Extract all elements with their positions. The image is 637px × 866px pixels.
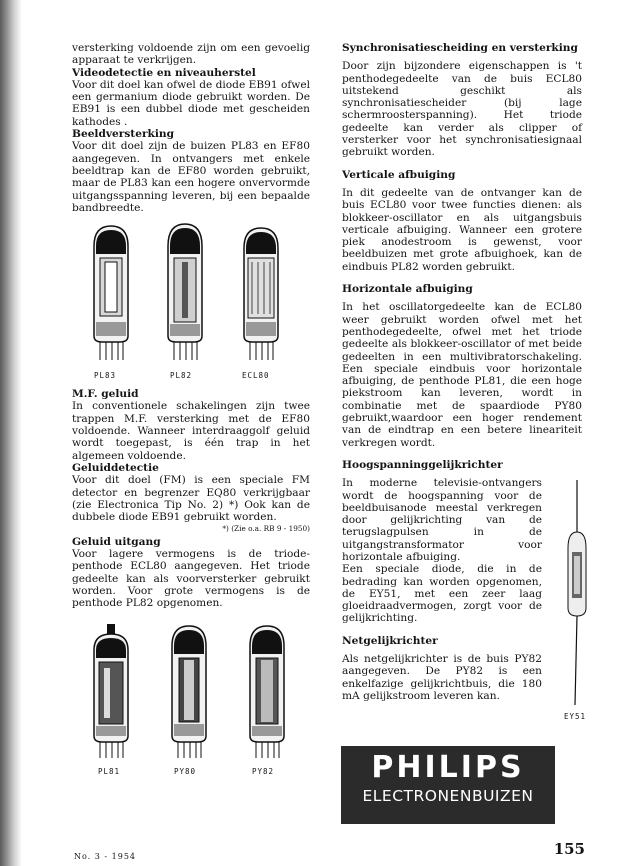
page-binding-shadow: [0, 0, 22, 866]
text-videodetectie: Voor dit doel kan ofwel de diode EB91 ofwel een germanium diode gebruikt worden. De EB91 is een dubbel diode met gescheiden kathodes .: [72, 78, 310, 128]
heading-beeldversterking: Beeldversterking: [72, 128, 174, 141]
tube-row-2: [72, 610, 310, 780]
heading-geluiddetectie: Geluiddetectie: [72, 461, 159, 474]
text-synchronisatie: Door zijn bijzondere eigenschappen is 't penthodegedeelte van de buis ECL80 uitstekend geschikt als synchronisatiescheider (bij lage schermroosterspanning). Het triode gedeelte kan verder als clipper of versterker voor het synchronisatiesignaal gebruikt worden.: [342, 60, 582, 159]
text-horizontale-afbuiging: In het oscillatorgedeelte kan de ECL80 weer gebruikt worden ofwel met het penthodegedeelte, ofwel met het triode gedeelte als blokkeer-oscillator of met beide gedeelten in een multivibratorschakeling. Een speciale eindbuis voor horizontale afbuiging, de penthode PL81, die een hoge piekstroom kan leveren, wordt in combinatie met de spaardiode PY80 gebruikt,waardoor een hoger rendement van de eindtrap en een betere lineariteit verkregen wordt.: [342, 301, 582, 449]
tube-row-1: [72, 214, 310, 384]
tube-py82-image: [246, 624, 288, 762]
tube-label-pl82: PL82: [170, 371, 193, 381]
logo-brand: PHILIPS: [371, 750, 525, 785]
text-hoogspanning: In moderne televisie-ontvangers wordt de hoogspanning voor de beeldbuisanode meestal verkregen door gelijkrichting van de terugslagpulsen in de uitgangstransformator voor horizontale afbuiging.: [342, 477, 542, 563]
tube-ecl80-image: [240, 226, 282, 364]
footnote-rb: *) (Zie o.a. RB 9 - 1950): [222, 524, 310, 534]
tube-label-py80: PY80: [174, 766, 197, 776]
heading-synchronisatie: Synchronisatiescheiding en versterking: [342, 42, 578, 54]
heading-videodetectie: Videodetectie en niveauherstel: [72, 66, 256, 79]
text-netgelijkrichter: Als netgelijkrichter is de buis PY82 aangegeven. De PY82 is een enkelfazige gelijkrichtbuis, die 180 mA gelijkstroom leveren kan.: [342, 653, 542, 702]
right-column: [342, 42, 582, 702]
tube-pl81-image: [90, 624, 132, 762]
tube-label-pl83: PL83: [94, 371, 117, 381]
text-mf-geluid: In conventionele schakelingen zijn twee trappen M.F. versterking met de EF80 voldoende. Wanneer interdraaggolf geluid wordt toegepast, is één trap in het algemeen voldoende.: [72, 400, 310, 462]
tube-label-pl81: PL81: [98, 766, 121, 776]
page-number: 155: [553, 840, 585, 858]
heading-geluid-uitgang: Geluid uitgang: [72, 535, 161, 548]
tube-label-ecl80: ECL80: [242, 371, 270, 381]
heading-verticale-afbuiging: Verticale afbuiging: [342, 168, 456, 181]
tube-py80-image: [168, 624, 210, 762]
text-verticale-afbuiging: In dit gedeelte van de ontvanger kan de buis ECL80 voor twee functies dienen: als blokkeer-oscillator en als uitgangsbuis verticale afbuiging. Wanneer een grotere piek anodestroom is gewenst, voor beeldbuizen met grote afbuighoek, kan de eindbuis PL82 worden gebruikt.: [342, 186, 582, 273]
logo-subtitle: ELECTRONENBUIZEN: [362, 787, 534, 805]
tube-ey51-image: [562, 480, 592, 705]
heading-hoogspanning: Hoogspanninggelijkrichter: [342, 458, 503, 471]
heading-netgelijkrichter: Netgelijkrichter: [342, 634, 438, 647]
heading-mf-geluid: M.F. geluid: [72, 388, 139, 401]
tube-pl83-image: [90, 224, 132, 364]
tube-label-ey51: EY51: [564, 712, 587, 721]
philips-logo: [341, 746, 555, 824]
issue-number: No. 3 - 1954: [74, 852, 136, 861]
text-geluid-uitgang: Voor lagere vermogens is de triode-penthode ECL80 aangegeven. Het triode gedeelte kan als voorversterker gebruikt worden. Voor grote vermogens is de penthode PL82 opgenomen.: [72, 548, 310, 610]
intro-text: versterking voldoende zijn om een gevoelig apparaat te verkrijgen.: [72, 42, 310, 67]
tube-pl82-image: [164, 222, 206, 364]
tube-label-py82: PY82: [252, 766, 275, 776]
text-beeldversterking: Voor dit doel zijn de buizen PL83 en EF80 aangegeven. In ontvangers met enkele beeldtrap kan de EF80 worden gebruikt, maar de PL83 kan een hogere onvervormde uitgangsspanning leveren, bij een bepaalde bandbreedte.: [72, 140, 310, 214]
left-column: [72, 42, 310, 780]
text-hoogspanning-2: Een speciale diode, die in de bedrading kan worden opgenomen, de EY51, met een zeer laag gloeidraadvermogen, zorgt voor de gelijkrichting.: [342, 563, 542, 625]
text-geluiddetectie: Voor dit doel (FM) is een speciale FM detector en begrenzer EQ80 verkrijgbaar (zie Electronica Tip No. 2) *) Ook kan de dubbele diode EB91 gebruikt worden.: [72, 474, 310, 524]
heading-horizontale-afbuiging: Horizontale afbuiging: [342, 283, 473, 296]
